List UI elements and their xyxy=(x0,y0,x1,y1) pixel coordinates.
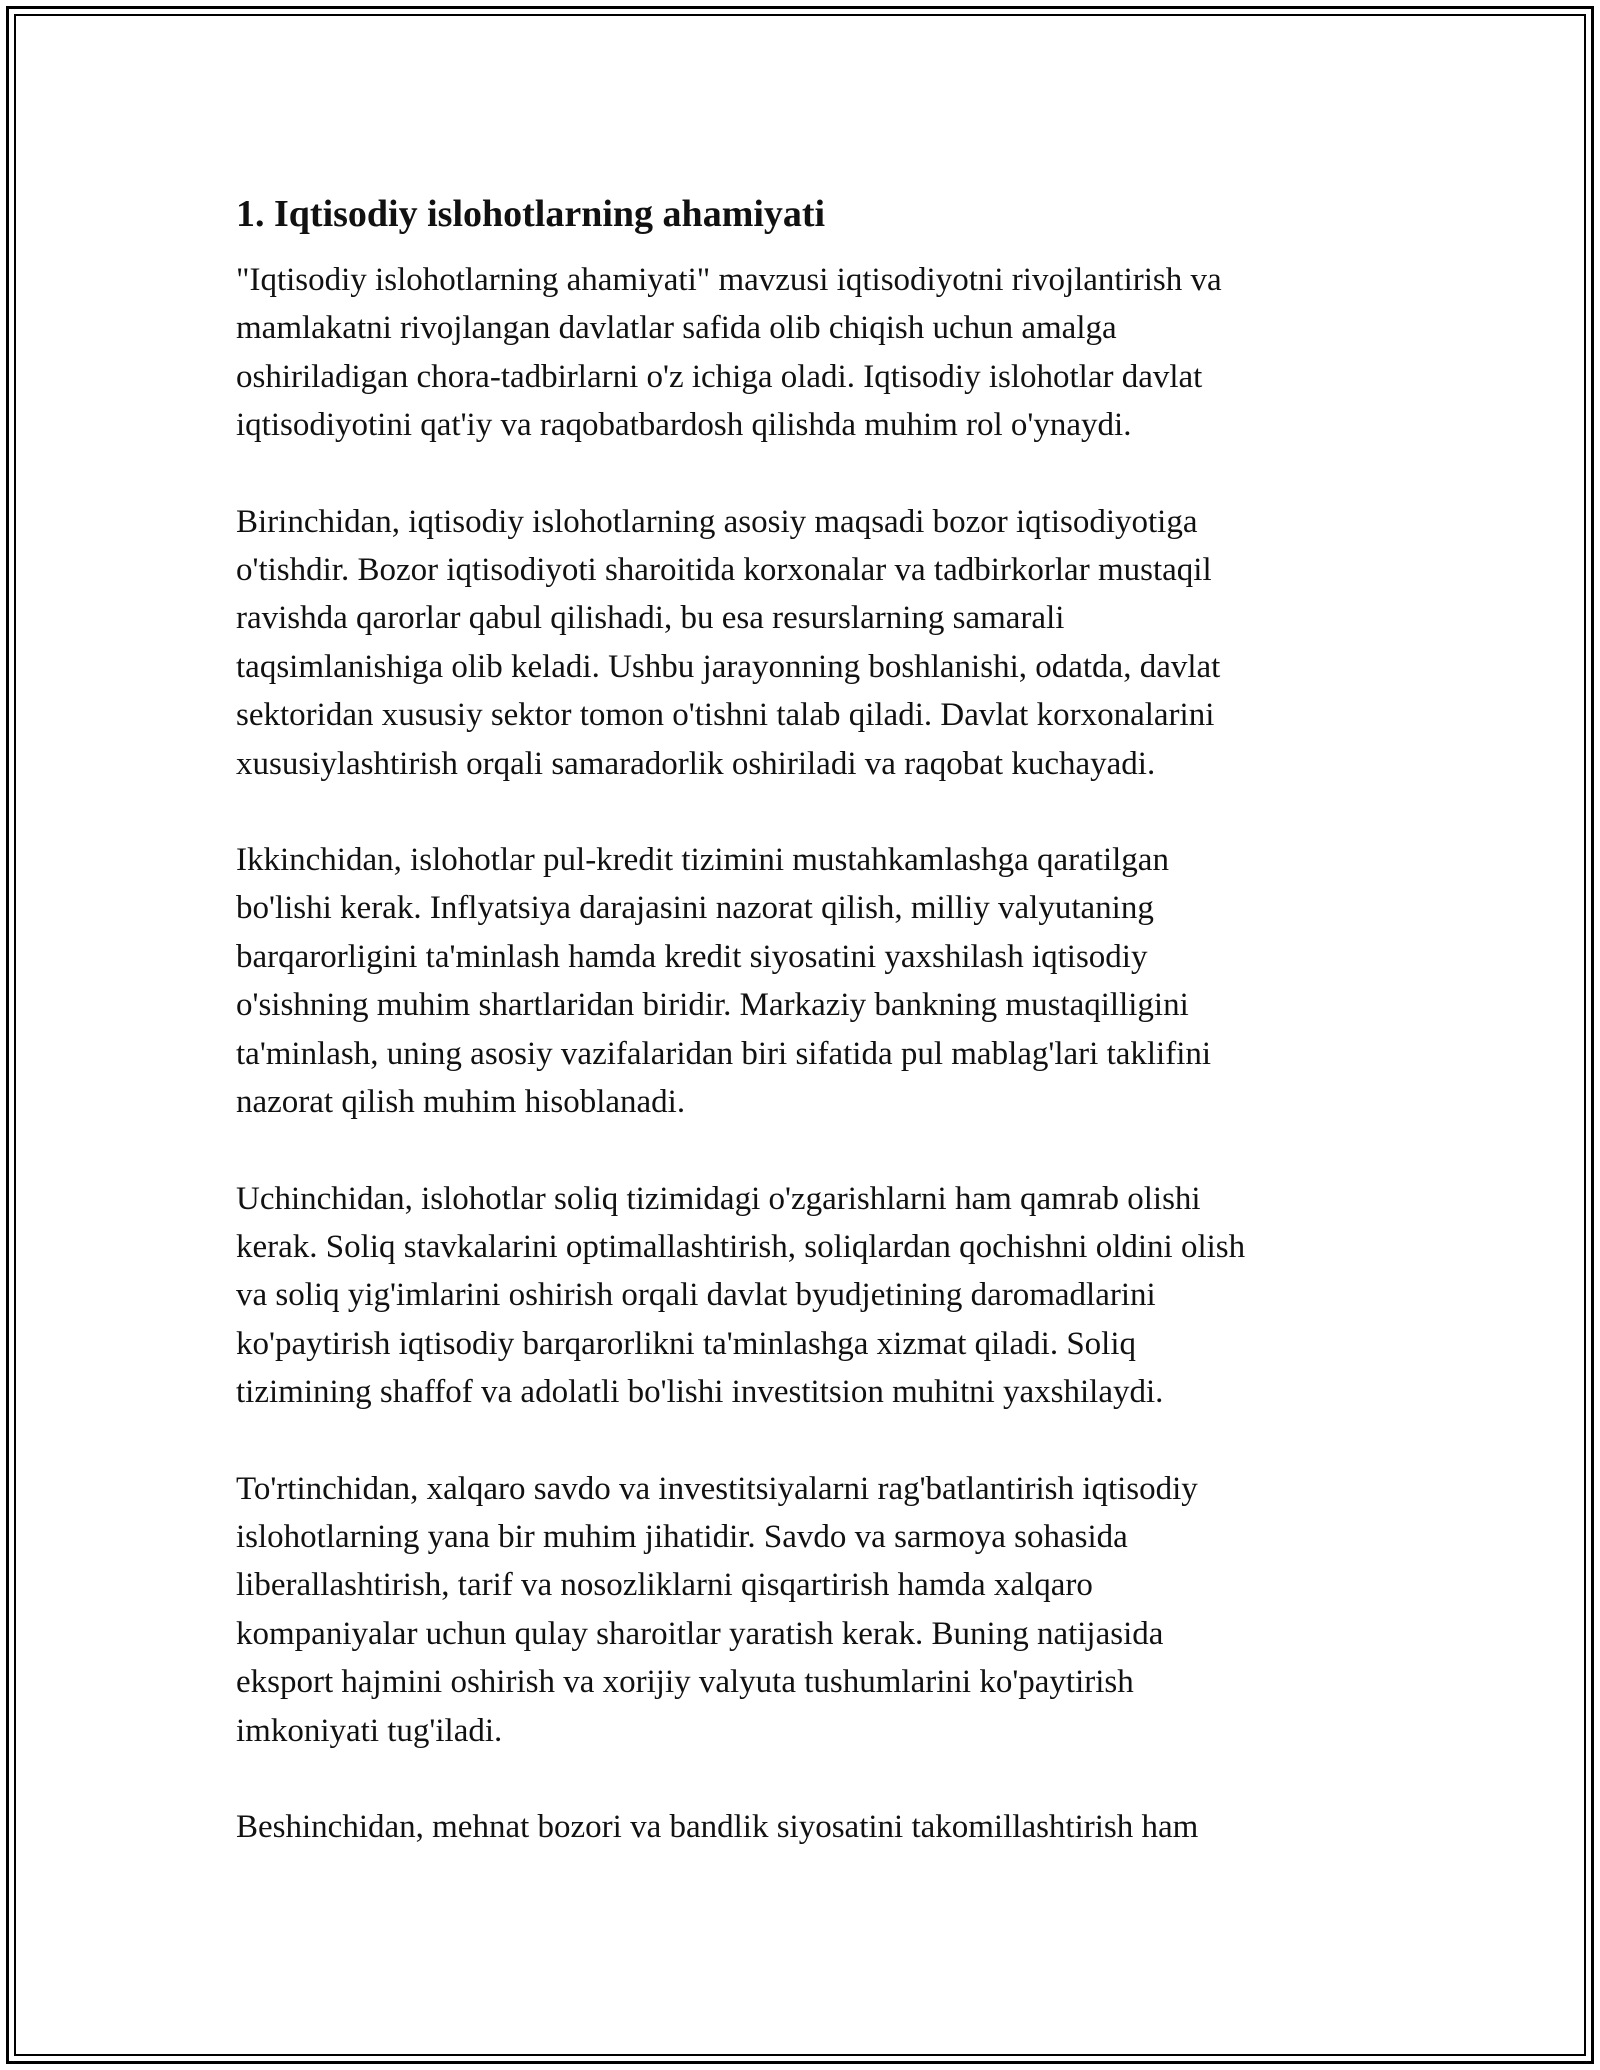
paragraph-line: "Iqtisodiy islohotlarning ahamiyati" mavzusi iqtisodiyotni rivojlantirish va xyxy=(236,262,1222,298)
paragraph-line: eksport hajmini oshirish va xorijiy valyuta tushumlarini ko'paytirish xyxy=(236,1664,1134,1701)
paragraph-line: iqtisodiyotini qat'iy va raqobatbardosh qilishda muhim rol o'ynaydi. xyxy=(236,407,1132,444)
paragraph-line: Birinchidan, iqtisodiy islohotlarning asosiy maqsadi bozor iqtisodiyotiga xyxy=(236,503,1198,540)
paragraph-line: kerak. Soliq stavkalarini optimallashtirish, soliqlardan qochishni oldini olish xyxy=(236,1228,1246,1265)
paragraph-fifth xyxy=(236,1803,1376,1851)
paragraph-line: tizimining shaffof va adolatli bo'lishi investitsion muhitni yaxshilaydi. xyxy=(236,1374,1164,1411)
paragraph-fourth xyxy=(236,1465,1376,1755)
paragraph-line: o'sishning muhim shartlaridan biridir. Markaziy bankning mustaqilligini xyxy=(236,987,1189,1024)
paragraph-line: mamlakatni rivojlangan davlatlar safida olib chiqish uchun amalga xyxy=(236,310,1117,347)
paragraph-second xyxy=(236,836,1376,1126)
paragraph-line: imkoniyati tug'iladi. xyxy=(236,1712,503,1749)
paragraph-line: nazorat qilish muhim hisoblanadi. xyxy=(236,1084,686,1121)
paragraph-line: bo'lishi kerak. Inflyatsiya darajasini nazorat qilish, milliy valyutaning xyxy=(236,890,1154,927)
paragraph-line: oshiriladigan chora-tadbirlarni o'z ichiga oladi. Iqtisodiy islohotlar davlat xyxy=(236,358,1203,395)
paragraph-line: ravishda qarorlar qabul qilishadi, bu esa resurslarning samarali xyxy=(236,600,1065,637)
paragraph-line: sektoridan xususiy sektor tomon o'tishni talab qiladi. Davlat korxonalarini xyxy=(236,697,1215,734)
paragraph-first xyxy=(236,498,1376,788)
paragraph-line: o'tishdir. Bozor iqtisodiyoti sharoitida korxonalar va tadbirkorlar mustaqil xyxy=(236,552,1212,589)
paragraph-line: barqarorligini ta'minlash hamda kredit siyosatini yaxshilash iqtisodiy xyxy=(236,938,1148,975)
paragraph-line: taqsimlanishiga olib keladi. Ushbu jarayonning boshlanishi, odatda, davlat xyxy=(236,648,1221,685)
paragraph-line: ta'minlash, uning asosiy vazifalaridan biri sifatida pul mablag'lari taklifini xyxy=(236,1035,1212,1072)
paragraph-line: kompaniyalar uchun qulay sharoitlar yaratish kerak. Buning natijasida xyxy=(236,1615,1164,1652)
paragraph-line: ko'paytirish iqtisodiy barqarorlikni ta'minlashga xizmat qiladi. Soliq xyxy=(236,1325,1137,1362)
document-heading: 1. Iqtisodiy islohotlarning ahamiyati xyxy=(236,193,826,235)
paragraph-line: To'rtinchidan, xalqaro savdo va investitsiyalarni rag'batlantirish iqtisodiy xyxy=(236,1470,1198,1507)
paragraph-intro xyxy=(236,256,1376,450)
paragraph-line: islohotlarning yana bir muhim jihatidir. Savdo va sarmoya sohasida xyxy=(236,1518,1128,1555)
paragraph-line: va soliq yig'imlarini oshirish orqali davlat byudjetining daromadlarini xyxy=(236,1277,1156,1314)
paragraph-line: liberallashtirish, tarif va nosozliklarni qisqartirish hamda xalqaro xyxy=(236,1567,1093,1604)
paragraph-line: xususiylashtirish orqali samaradorlik oshiriladi va raqobat kuchayadi. xyxy=(236,745,1156,782)
paragraph-line: Beshinchidan, mehnat bozori va bandlik siyosatini takomillashtirish ham xyxy=(236,1808,1199,1845)
paragraph-line: Ikkinchidan, islohotlar pul-kredit tizimini mustahkamlashga qaratilgan xyxy=(236,842,1169,879)
paragraph-third xyxy=(236,1175,1376,1417)
paragraph-line: Uchinchidan, islohotlar soliq tizimidagi o'zgarishlarni ham qamrab olishi xyxy=(236,1180,1201,1217)
document-body xyxy=(236,188,1376,1899)
